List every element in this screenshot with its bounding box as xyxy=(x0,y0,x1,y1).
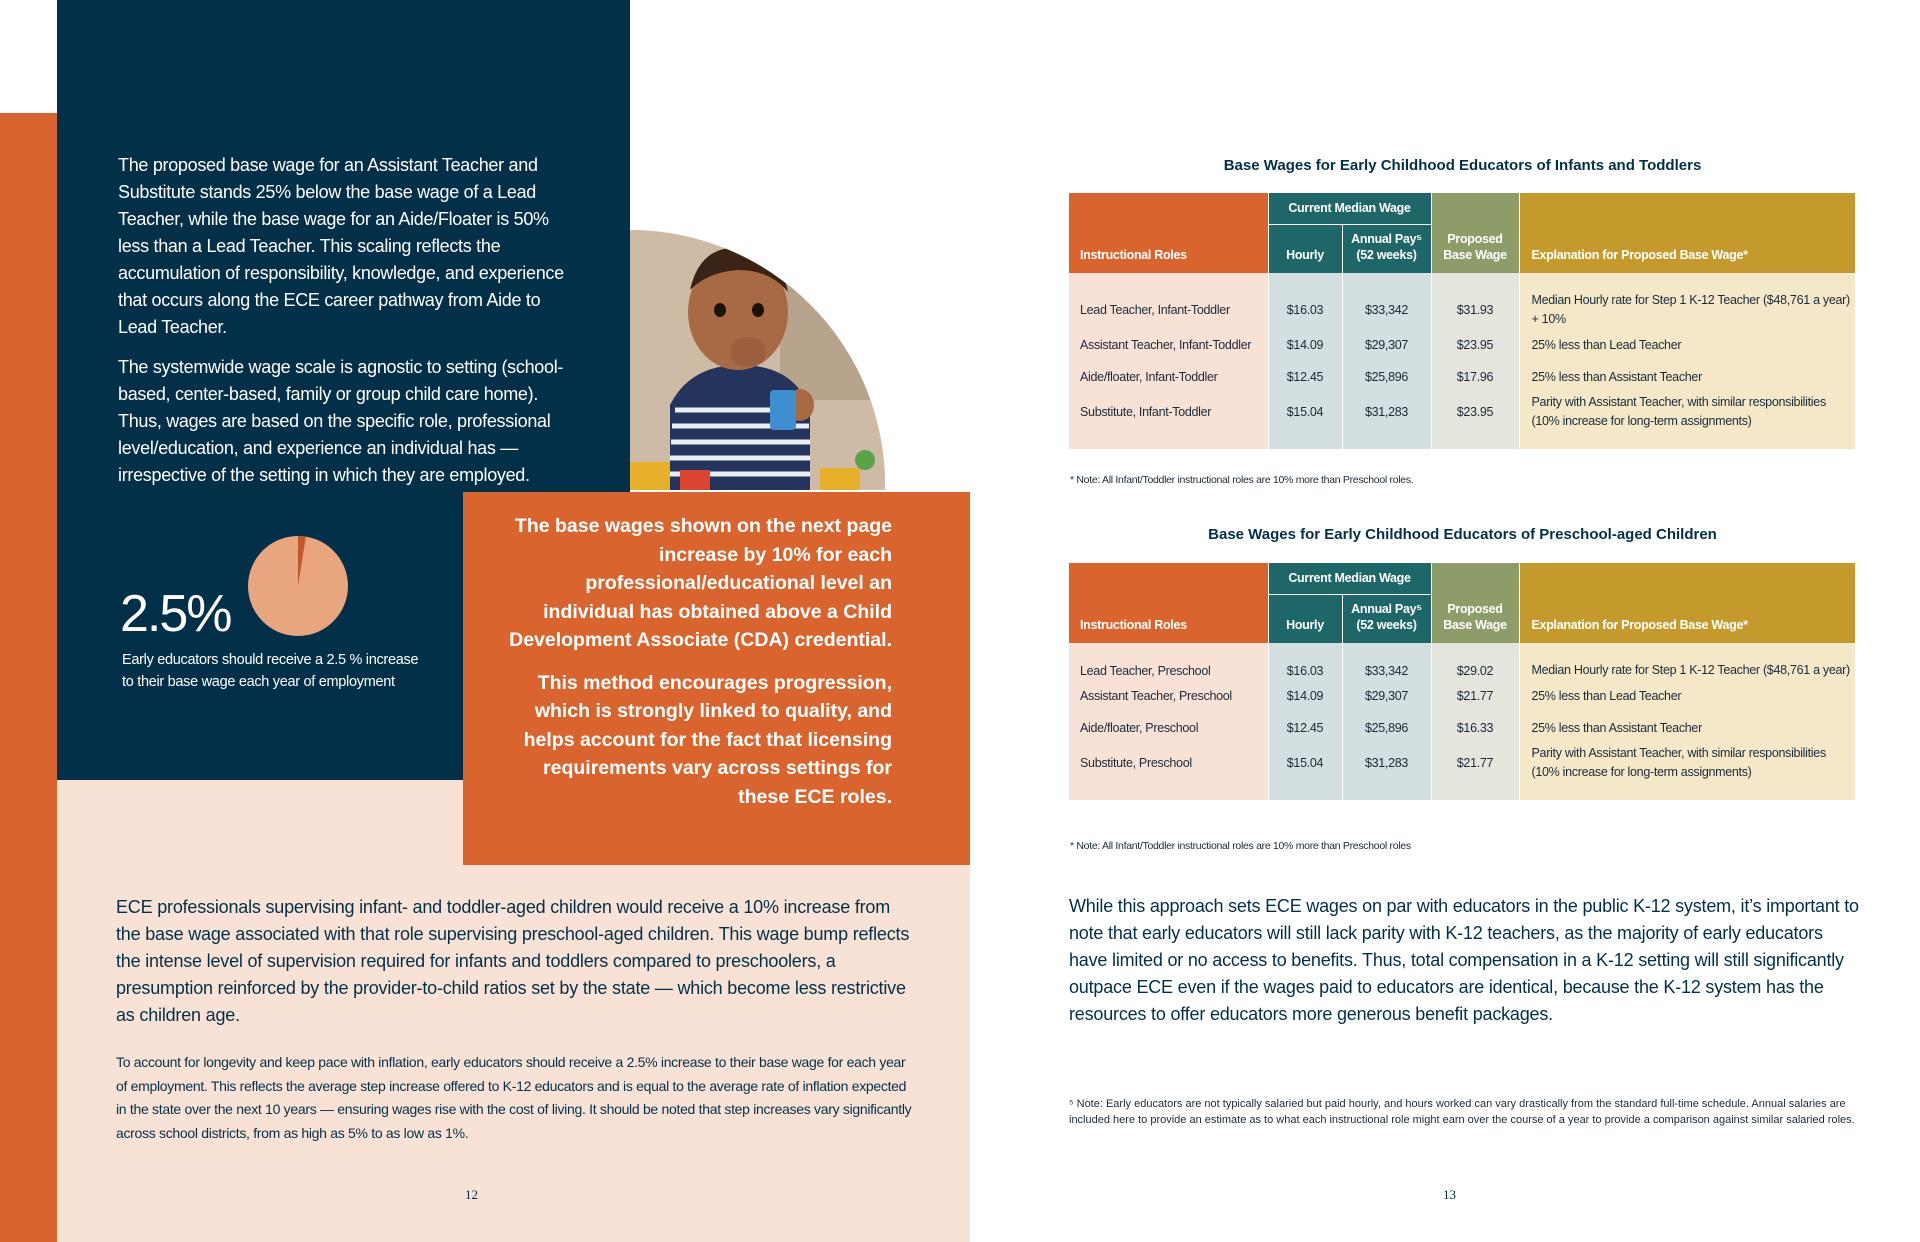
cell-role: Aide/floater, Infant-Toddler xyxy=(1069,361,1268,393)
cell-explanation: 25% less than Lead Teacher xyxy=(1519,329,1855,361)
cell-explanation: 25% less than Assistant Teacher xyxy=(1519,712,1855,744)
cell-role: Lead Teacher, Infant-Toddler xyxy=(1069,273,1268,329)
cell-hourly: $16.03 xyxy=(1268,273,1342,329)
cell-proposed: $16.33 xyxy=(1431,712,1519,744)
footnote-mark: ⁵ xyxy=(1069,1098,1074,1110)
cell-role: Assistant Teacher, Infant-Toddler xyxy=(1069,329,1268,361)
callout-paragraph: This method encourages progression, which is strongly linked to quality, and helps account for the fact that licensing requirements vary across settings for these ECE roles. xyxy=(523,671,892,808)
table-note-preschool: * Note: All Infant/Toddler instructional roles are 10% more than Preschool roles xyxy=(1070,840,1411,852)
cell-proposed: $31.93 xyxy=(1431,273,1519,329)
header-current-median: Current Median Wage xyxy=(1268,563,1431,594)
cell-explanation: Median Hourly rate for Step 1 K-12 Teacher ($48,761 a year) xyxy=(1519,643,1855,680)
header-roles: Instructional Roles xyxy=(1069,193,1268,273)
cell-hourly: $14.09 xyxy=(1268,680,1342,712)
cell-explanation: Parity with Assistant Teacher, with similar responsibilities (10% increase for long-term assignments) xyxy=(1519,393,1855,449)
callout-text xyxy=(500,512,892,825)
cell-annual: $31,283 xyxy=(1342,393,1431,449)
table-row xyxy=(1069,712,1855,744)
cell-annual: $31,283 xyxy=(1342,744,1431,800)
intro-paragraph: The systemwide wage scale is agnostic to setting (school-based, center-based, family or group child care home). Thus, wages are based on the specific role, professional level/education, and experience an individual has — irrespective of the setting in which they are employed. xyxy=(118,357,564,485)
intro-text xyxy=(118,152,578,502)
header-proposed: Proposed Base Wage xyxy=(1431,193,1519,273)
table-note-infant: * Note: All Infant/Toddler instructional roles are 10% more than Preschool roles. xyxy=(1070,474,1414,486)
cell-annual: $33,342 xyxy=(1342,273,1431,329)
header-roles: Instructional Roles xyxy=(1069,563,1268,643)
cell-proposed: $29.02 xyxy=(1431,643,1519,680)
header-hourly: Hourly xyxy=(1268,594,1342,643)
stat-caption: Early educators should receive a 2.5 % increase to their base wage each year of employment xyxy=(122,652,419,690)
cell-hourly: $12.45 xyxy=(1268,712,1342,744)
left-body-paragraph: To account for longevity and keep pace with inflation, early educators should receive a 2.5% increase to their base wage for each year of employment. This reflects the average step increase offered to K-12 educators and is equal to the average rate of inflation expected in the state over the next 10 years — ensuring wages rise with the cost of living. It should be noted that step increases vary significantly across school districts, from as high as 5% to as low as 1%. xyxy=(116,1054,912,1141)
orange-edge-band xyxy=(0,113,57,1242)
cell-role: Lead Teacher, Preschool xyxy=(1069,643,1268,680)
table-row xyxy=(1069,393,1855,449)
right-lead-paragraph: While this approach sets ECE wages on par with educators in the public K-12 system, it’s important to note that early educators will still lack parity with K-12 teachers, as the majority of early educators have limited or no access to benefits. Thus, total compensation in a K-12 setting will still significantly outpace ECE even if the wages paid to educators are identical, because the K-12 system has the resources to offer educators more generous benefit packages. xyxy=(1069,896,1859,1024)
table-title-preschool: Base Wages for Early Childhood Educators of Preschool-aged Children xyxy=(1208,526,1717,543)
intro-paragraph: The proposed base wage for an Assistant Teacher and Substitute stands 25% below the base wage of a Lead Teacher, while the base wage for an Aide/Floater is 50% less than a Lead Teacher. This scaling reflects the accumulation of responsibility, knowledge, and experience that occurs along the ECE career pathway from Aide to Lead Teacher. xyxy=(118,155,564,337)
cell-explanation: Parity with Assistant Teacher, with similar responsibilities (10% increase for long-term assignments) xyxy=(1519,744,1855,800)
header-annual: Annual Pay⁵ (52 weeks) xyxy=(1342,224,1431,273)
header-explanation: Explanation for Proposed Base Wage* xyxy=(1519,563,1855,643)
cell-hourly: $15.04 xyxy=(1268,744,1342,800)
callout-paragraph: The base wages shown on the next page increase by 10% for each professional/educational level an individual has obtained above a Child Development Associate (CDA) credential. xyxy=(509,515,892,651)
cell-role: Substitute, Infant-Toddler xyxy=(1069,393,1268,449)
cell-explanation: 25% less than Lead Teacher xyxy=(1519,680,1855,712)
header-current-median: Current Median Wage xyxy=(1268,193,1431,224)
wage-table-preschool xyxy=(1069,563,1855,800)
table-row xyxy=(1069,273,1855,329)
table-row xyxy=(1069,643,1855,680)
table-title-infant: Base Wages for Early Childhood Educators of Infants and Toddlers xyxy=(1223,157,1702,174)
wage-table-infant xyxy=(1069,193,1855,449)
cell-annual: $29,307 xyxy=(1342,680,1431,712)
header-annual: Annual Pay⁵ (52 weeks) xyxy=(1342,594,1431,643)
footnote xyxy=(1069,1096,1859,1128)
table-row xyxy=(1069,361,1855,393)
table-row xyxy=(1069,744,1855,800)
cell-annual: $25,896 xyxy=(1342,712,1431,744)
cell-proposed: $23.95 xyxy=(1431,393,1519,449)
stat-pie-chart xyxy=(246,534,350,638)
header-explanation: Explanation for Proposed Base Wage* xyxy=(1519,193,1855,273)
cell-hourly: $15.04 xyxy=(1268,393,1342,449)
cell-explanation: Median Hourly rate for Step 1 K-12 Teacher ($48,761 a year) + 10% xyxy=(1519,273,1855,329)
cell-proposed: $21.77 xyxy=(1431,744,1519,800)
table-row xyxy=(1069,329,1855,361)
cell-hourly: $14.09 xyxy=(1268,329,1342,361)
cell-hourly: $12.45 xyxy=(1268,361,1342,393)
cell-role: Assistant Teacher, Preschool xyxy=(1069,680,1268,712)
header-hourly: Hourly xyxy=(1268,224,1342,273)
left-lead-paragraph: ECE professionals supervising infant- and toddler-aged children would receive a 10% increase from the base wage associated with that role supervising preschool-aged children. This wage bump reflects the intense level of supervision required for infants and toddlers compared to preschoolers, a presumption reinforced by the provider-to-child ratios set by the state — which become less restrictive as children age. xyxy=(116,897,910,1025)
cell-annual: $25,896 xyxy=(1342,361,1431,393)
footnote-text: Note: Early educators are not typically salaried but paid hourly, and hours worked can vary drastically from the standard full-time schedule. Annual salaries are included here to provide an estimate as to what each instructional role might earn over the course of a year to provide a comparison against similar salaried roles. xyxy=(1069,1098,1855,1126)
cell-proposed: $17.96 xyxy=(1431,361,1519,393)
cell-proposed: $21.77 xyxy=(1431,680,1519,712)
page-number-left: 12 xyxy=(465,1187,478,1202)
cell-hourly: $16.03 xyxy=(1268,643,1342,680)
table-row xyxy=(1069,680,1855,712)
cell-role: Aide/floater, Preschool xyxy=(1069,712,1268,744)
cell-explanation: 25% less than Assistant Teacher xyxy=(1519,361,1855,393)
cell-annual: $29,307 xyxy=(1342,329,1431,361)
cell-role: Substitute, Preschool xyxy=(1069,744,1268,800)
toddler-illustration xyxy=(630,230,885,490)
header-proposed: Proposed Base Wage xyxy=(1431,563,1519,643)
stat-value: 2.5% xyxy=(120,585,231,643)
cell-annual: $33,342 xyxy=(1342,643,1431,680)
cell-proposed: $23.95 xyxy=(1431,329,1519,361)
page-number-right: 13 xyxy=(1443,1187,1456,1202)
toddler-photo xyxy=(630,230,885,490)
